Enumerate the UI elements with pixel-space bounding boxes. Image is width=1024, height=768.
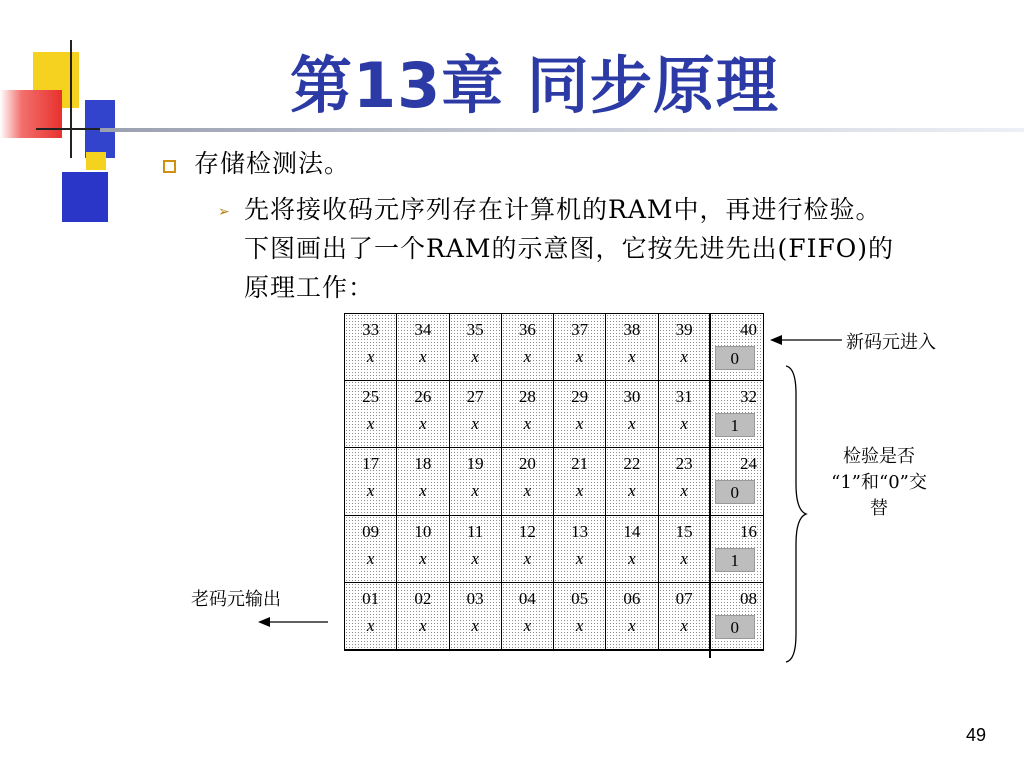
ram-cell-value: 1 <box>715 548 755 572</box>
ram-cell-value: x <box>523 414 532 434</box>
ram-cell <box>554 314 606 381</box>
ram-cell-index: 29 <box>571 387 589 407</box>
ram-cell-value: x <box>366 615 375 635</box>
ram-cell <box>606 516 658 583</box>
ram-cell <box>502 314 554 381</box>
ram-cell-index: 04 <box>518 588 536 608</box>
ram-cell <box>502 516 554 583</box>
ram-cell-value: x <box>680 481 688 501</box>
ram-cell-index: 20 <box>518 454 536 474</box>
ram-cell-index: 19 <box>466 454 484 474</box>
ram-diagram <box>344 313 764 651</box>
ram-cell-value: x <box>366 548 375 568</box>
ram-cell-index: 36 <box>518 320 536 339</box>
ram-cell-value: x <box>628 347 636 366</box>
ram-cell-value: x <box>366 481 375 501</box>
ram-cell-index: 05 <box>571 588 589 608</box>
ram-cell <box>659 583 711 650</box>
ram-cell-value: x <box>680 548 688 568</box>
ram-cell-value: x <box>419 615 427 635</box>
ram-cell-value: 1 <box>715 413 755 437</box>
ram-cell <box>554 516 606 583</box>
ram-cell-index: 25 <box>362 387 380 407</box>
ram-cell-value: 0 <box>715 615 755 639</box>
ram-cell-index: 27 <box>466 387 484 407</box>
ram-cell-index: 26 <box>414 387 432 407</box>
ram-cell-index: 09 <box>362 521 380 541</box>
ram-cell-index: 23 <box>675 454 693 474</box>
check-label-line-2: “1”和“0”交 <box>831 472 927 493</box>
ram-cell-value: x <box>471 347 479 366</box>
ram-cell <box>397 516 449 583</box>
ram-cell <box>450 516 502 583</box>
ram-cell-value: x <box>575 615 584 635</box>
ram-cell-value: x <box>628 414 636 434</box>
ram-cell-value: x <box>419 347 427 366</box>
bullet-text-line-3: 原理工作： <box>244 273 375 302</box>
bullet-text-line-2: 下图画出了一个RAM的示意图，它按先进先出(FIFO)的 <box>244 234 895 263</box>
ram-cell <box>711 314 763 381</box>
ram-cell-index: 28 <box>518 387 536 407</box>
ram-cell <box>397 583 449 650</box>
ram-cell-value: x <box>523 615 532 635</box>
ram-cell-value: x <box>575 414 584 434</box>
ram-cell <box>554 381 606 448</box>
ram-cell <box>450 448 502 515</box>
ram-cell-index: 08 <box>740 588 757 608</box>
decor-vertical-line <box>70 40 72 158</box>
ram-cell-index: 21 <box>571 454 589 474</box>
ram-cell-index: 30 <box>623 387 641 407</box>
ram-cell <box>711 516 763 583</box>
ram-cell-index: 01 <box>362 588 380 608</box>
ram-cell-value: x <box>575 347 584 366</box>
ram-cell-value: x <box>680 615 688 635</box>
ram-cell <box>502 448 554 515</box>
ram-cell <box>711 448 763 515</box>
ram-cell-index: 31 <box>675 387 693 407</box>
ram-cell-value: x <box>471 548 479 568</box>
ram-cell <box>345 314 397 381</box>
ram-cell-index: 18 <box>414 454 432 474</box>
ram-cell <box>345 448 397 515</box>
ram-cell-value: x <box>575 548 584 568</box>
square-bullet-icon <box>163 160 176 173</box>
ram-cell-index: 13 <box>571 521 589 541</box>
ram-cell <box>345 516 397 583</box>
ram-cell <box>659 516 711 583</box>
ram-cell-value: x <box>366 414 375 434</box>
decor-horizontal-line <box>36 128 100 130</box>
ram-cell-value: x <box>523 481 532 501</box>
ram-cell-index: 16 <box>740 521 757 541</box>
ram-cell-index: 03 <box>466 588 484 608</box>
ram-cell-value: x <box>628 548 636 568</box>
ram-cell-value: x <box>680 414 688 434</box>
ram-cell-index: 06 <box>623 588 641 608</box>
ram-cell <box>606 448 658 515</box>
page-number: 49 <box>966 725 987 745</box>
ram-cell <box>711 381 763 448</box>
ram-cell-value: x <box>628 615 636 635</box>
title-underline <box>100 128 1024 132</box>
ram-cell-index: 14 <box>623 521 641 541</box>
arrow-left-icon <box>258 614 330 630</box>
new-symbol-in-label: 新码元进入 <box>846 332 936 353</box>
ram-cell-index: 39 <box>675 320 693 339</box>
ram-cell-value: x <box>523 347 532 366</box>
ram-cell-value: x <box>523 548 532 568</box>
ram-cell-index: 17 <box>362 454 380 474</box>
ram-cell-index: 37 <box>571 320 589 339</box>
ram-cell-index: 33 <box>362 320 380 339</box>
old-symbol-out-label: 老码元输出 <box>191 589 281 610</box>
ram-cell-value: x <box>471 481 479 501</box>
ram-cell <box>397 448 449 515</box>
ram-cell <box>345 381 397 448</box>
ram-cell <box>450 314 502 381</box>
ram-cell <box>606 381 658 448</box>
right-brace-icon <box>782 364 812 664</box>
ram-cell <box>606 314 658 381</box>
ram-cell-index: 22 <box>623 454 641 474</box>
ram-grid <box>345 314 763 650</box>
ram-cell <box>554 583 606 650</box>
ram-cell-index: 32 <box>740 387 757 407</box>
check-label-line-1: 检验是否 <box>843 446 915 467</box>
ram-cell-value: x <box>419 481 427 501</box>
arrow-left-icon <box>770 332 844 348</box>
ram-cell <box>502 583 554 650</box>
ram-divider-line <box>709 313 711 658</box>
ram-cell-value: x <box>471 414 479 434</box>
ram-cell-index: 38 <box>623 320 641 339</box>
decor-yellow-small-square <box>86 152 106 170</box>
ram-cell <box>659 381 711 448</box>
ram-cell-value: x <box>471 615 479 635</box>
ram-cell <box>659 448 711 515</box>
decor-blue-square <box>62 172 108 222</box>
ram-cell-value: x <box>680 347 688 366</box>
check-alternating-label <box>820 444 938 522</box>
ram-cell <box>606 583 658 650</box>
ram-cell-value: x <box>628 481 636 501</box>
slide-title: 第13章 同步原理 <box>290 49 779 122</box>
ram-cell <box>450 381 502 448</box>
ram-cell-index: 11 <box>466 521 484 541</box>
ram-cell-index: 34 <box>414 320 432 339</box>
ram-cell <box>659 314 711 381</box>
ram-cell <box>711 583 763 650</box>
ram-cell-value: 0 <box>715 346 755 370</box>
ram-cell-index: 40 <box>740 320 757 339</box>
ram-cell-index: 35 <box>466 320 484 339</box>
arrow-bullet-icon: ➢ <box>218 204 230 220</box>
ram-cell <box>502 381 554 448</box>
ram-cell-index: 10 <box>414 521 432 541</box>
decor-red-square <box>0 90 62 138</box>
ram-cell-value: x <box>575 481 584 501</box>
ram-cell-index: 02 <box>414 588 432 608</box>
ram-cell-value: x <box>419 548 427 568</box>
ram-cell-value: x <box>366 347 375 366</box>
ram-cell-value: 0 <box>715 480 755 504</box>
bullet-text-line-1: 先将接收码元序列存在计算机的RAM中，再进行检验。 <box>244 195 882 224</box>
bullet-text-level1: 存储检测法。 <box>194 149 351 178</box>
ram-cell <box>450 583 502 650</box>
ram-cell <box>397 381 449 448</box>
check-label-line-3: 替 <box>870 498 888 519</box>
ram-cell-index: 24 <box>740 454 757 474</box>
ram-cell <box>554 448 606 515</box>
ram-cell-index: 15 <box>675 521 693 541</box>
ram-cell-index: 07 <box>675 588 693 608</box>
ram-cell-index: 12 <box>518 521 536 541</box>
ram-cell <box>397 314 449 381</box>
ram-cell <box>345 583 397 650</box>
ram-cell-value: x <box>419 414 427 434</box>
